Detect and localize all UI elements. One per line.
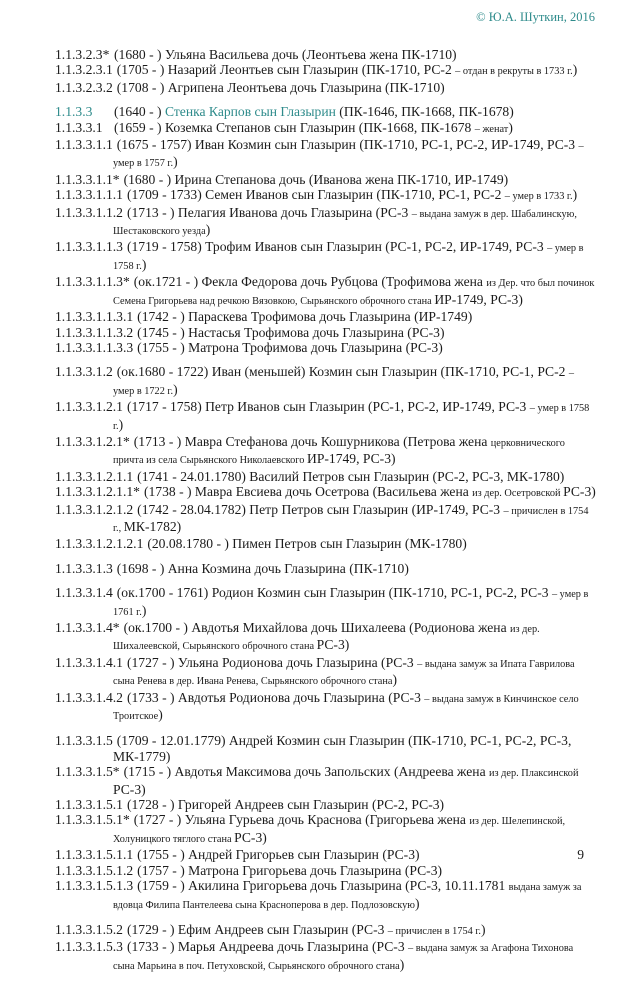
entry-number: 1.1.3.3.1.5.1* (55, 812, 130, 828)
entry-text: (1733 - ) Марья Андреева дочь Глазырина (РС-3 (126, 939, 409, 955)
entry-text: (20.08.1780 - ) Пимен Петров сын Глазырин (МК-1780) (147, 536, 467, 552)
entry-number: 1.1.3.3.1.2.1.1* (55, 484, 140, 500)
genealogy-entry (55, 561, 596, 576)
entry-text: (ок.1680 - 1722) Иван (меньшей) Козмин сын Глазырин (ПК-1710, РС-1, РС-2 (116, 364, 569, 380)
genealogy-entry (55, 469, 596, 484)
entry-number: 1.1.3.3.1.1.3* (55, 274, 130, 290)
entry-group (55, 561, 596, 576)
entry-note: – отдан в рекруты в 1733 г. (455, 66, 573, 78)
entry-number: 1.1.3.3.1.4* (55, 620, 120, 635)
genealogy-entry (55, 364, 596, 399)
entry-number: 1.1.3.3.1.4.2 (55, 689, 123, 705)
entry-text: (1745 - ) Настасья Трофимова дочь Глазырина (РС-3) (137, 324, 445, 340)
entry-text: ) (205, 222, 211, 238)
entry-number: 1.1.3.3.1.2.1.2.1 (55, 536, 144, 552)
entry-number: 1.1.3.3.1.4.1 (55, 654, 123, 670)
entry-text: (ПК-1646, ПК-1668, ПК-1678) (335, 104, 514, 120)
entry-text: (1680 - ) Ульяна Васильева дочь (Леонтьева жена ПК-1710) (114, 47, 457, 62)
entry-text: (1755 - ) Матрона Трофимова дочь Глазырина (РС-3) (137, 339, 443, 355)
entry-text: ) (414, 895, 420, 911)
entry-text: ) (173, 381, 178, 397)
entry-text: (1659 - ) Коземка Степанов сын Глазырин (ПК-1668, ПК-1678 (114, 119, 475, 135)
genealogy-entry (55, 205, 596, 240)
entry-text: РС-3) (113, 781, 146, 797)
entry-number: 1.1.3.3.1.5.1.3 (55, 878, 134, 894)
genealogy-entry (55, 172, 596, 187)
entry-text: (1708 - ) Агрипена Леонтьева дочь Глазырина (ПК-1710) (116, 79, 445, 95)
genealogy-entry (55, 340, 596, 355)
entry-note: – умер в 1761 г. (113, 589, 589, 618)
entry-text: ИР-1749, РС-3) (307, 451, 396, 467)
genealogy-entry (55, 690, 596, 725)
entry-note: – умер в 1758 г. (113, 403, 590, 432)
entry-number: 1.1.3.2.3.1 (55, 62, 113, 78)
genealogy-entry (55, 878, 596, 913)
genealogy-entry (55, 797, 596, 812)
genealogy-entry (55, 80, 596, 95)
entry-text: (1713 - ) Пелагия Иванова дочь Глазырина (РС-3 (126, 204, 412, 220)
entry-text: (1729 - ) Ефим Андреев сын Глазырин (РС-3 (126, 921, 388, 937)
entry-number: 1.1.3.3.1.5.3 (55, 939, 123, 955)
entry-text: РС-3) (316, 637, 350, 653)
entry-note: из дер. Шелепинской, Холуницкого тяглого стана (113, 816, 566, 845)
genealogy-entry (55, 922, 596, 939)
genealogy-list (55, 47, 596, 983)
genealogy-entry (55, 434, 596, 469)
genealogy-entry (55, 120, 596, 137)
entry-group (55, 922, 596, 974)
entry-number: 1.1.3.3.1.2.1 (55, 399, 123, 415)
entry-number: 1.1.3.3.1.1.2 (55, 204, 123, 220)
genealogy-entry (55, 47, 596, 62)
entry-note: – причислен в 1754 г. (387, 925, 481, 937)
genealogy-entry (55, 939, 596, 974)
entry-text: ) (399, 956, 405, 972)
entry-text: (1733 - ) Авдотья Родионова дочь Глазырина (РС-3 (126, 689, 425, 705)
entry-text: (1759 - ) Акилина Григорьева дочь Глазырина (РС-3, 10.11.1781 (137, 878, 509, 894)
entry-number: 1.1.3.3.1.1.3.2 (55, 324, 134, 340)
entry-text: (1713 - ) Мавра Стефанова дочь Кошурникова (Петрова жена (133, 433, 491, 449)
entry-text: (1742 - ) Параскева Трофимова дочь Глазырина (ИР-1749) (137, 309, 473, 325)
entry-text: ) (141, 602, 147, 618)
entry-note: – умер в 1733 г. (504, 191, 573, 203)
entry-note: церковнического причта из села Сырьянского Николаевского (113, 437, 565, 467)
entry-text: (ок.1700 - ) Авдотья Михайлова дочь Шихалеева (Родионова жена (123, 620, 511, 635)
entry-text: РС-3) (563, 484, 596, 500)
entry-number: 1.1.3.3.1.5.1 (55, 797, 123, 813)
genealogy-entry (55, 104, 596, 119)
entry-text: ) (572, 62, 578, 78)
entry-note: – умер в 1757 г. (113, 141, 584, 170)
entry-note: из дер. Плаксинской (489, 768, 579, 780)
genealogy-entry (55, 309, 596, 324)
genealogy-entry (55, 847, 596, 862)
entry-text: (1680 - ) Ирина Степанова дочь (Иванова жена ПК-1710, ИР-1749) (123, 171, 509, 187)
genealogy-entry (55, 187, 596, 204)
genealogy-entry (55, 502, 596, 537)
genealogy-entry (55, 274, 596, 309)
entry-number: 1.1.3.3.1.5.1.2 (55, 862, 134, 878)
entry-number: 1.1.3.3.1.2.1* (55, 433, 130, 449)
entry-note: из дер. Осетровской (472, 488, 564, 500)
entry-number: 1.1.3.2.3* (55, 47, 110, 62)
entry-note: – выдана замуж за Ипата Гаврилова сына Ренева в дер. Ивана Ренева, Сырьянского оброчного стана (113, 658, 575, 688)
entry-text: (1709 - 12.01.1779) Андрей Козмин сын Глазырин (ПК-1710, РС-1, РС-2, РС-3, МК-1779) (113, 733, 572, 764)
genealogy-entry (55, 812, 596, 847)
entry-number: 1.1.3.3.1.2.1.1 (55, 468, 134, 484)
entry-group (55, 47, 596, 95)
entry-text: (1705 - ) Назарий Леонтьев сын Глазырин (ПК-1710, РС-2 (116, 62, 456, 78)
genealogy-entry (55, 484, 596, 501)
entry-text: (1640 - ) (114, 104, 165, 120)
genealogy-entry (55, 764, 596, 797)
genealogy-entry (55, 733, 596, 764)
genealogy-entry (55, 399, 596, 434)
entry-text: (1715 - ) Авдотья Максимова дочь Запольских (Андреева жена (123, 764, 489, 780)
entry-group (55, 733, 596, 912)
entry-text: (1741 - 24.01.1780) Василий Петров сын Глазырин (РС-2, РС-3, МК-1780) (137, 468, 565, 484)
entry-text: (1709 - 1733) Семен Иванов сын Глазырин (ПК-1710, РС-1, РС-2 (126, 187, 505, 203)
entry-group (55, 585, 596, 724)
entry-text: ) (141, 256, 147, 272)
entry-note: – умер в 1758 г. (113, 243, 584, 272)
entry-number: 1.1.3.3.1.5.2 (55, 921, 123, 937)
entry-number: 1.1.3.3.1.1.3.1 (55, 309, 134, 325)
entry-text: ИР-1749, РС-3) (434, 291, 523, 307)
entry-number: 1.1.3.3.1.2 (55, 364, 113, 380)
entry-text: ) (480, 921, 486, 937)
entry-text: (1727 - ) Ульяна Родионова дочь Глазырина (РС-3 (126, 654, 418, 670)
page-number: 9 (577, 847, 584, 862)
entry-note: – выдана замуж в дер. Шабалинскую, Шестаковского уезда (113, 208, 577, 238)
genealogy-entry (55, 325, 596, 340)
genealogy-entry (55, 239, 596, 274)
entry-number: 1.1.3.3.1.5 (55, 733, 113, 749)
entry-name-highlight: Стенка Карпов сын Глазырин (164, 104, 336, 120)
entry-number: 1.1.3.3.1.1.1 (55, 187, 123, 203)
entry-number: 1.1.3.3.1 (55, 119, 103, 135)
entry-group (55, 104, 596, 355)
entry-number: 1.1.3.2.3.2 (55, 79, 113, 95)
entry-text: (1698 - ) Анна Козмина дочь Глазырина (ПК-1710) (116, 560, 409, 576)
genealogy-entry (55, 62, 596, 79)
entry-note: выдана замуж за вдовца Филипа Пантелеева сына Красноперова в дер. Подлозовскую (113, 882, 582, 911)
entry-number: 1.1.3.3.1.3 (55, 560, 113, 576)
entry-number: 1.1.3.3 (55, 104, 93, 120)
entry-note: из дер. Шихалеевской, Сырьянского оброчного стана (113, 624, 540, 653)
entry-number: 1.1.3.3.1.5.1.1 (55, 847, 134, 863)
genealogy-entry (55, 585, 596, 620)
entry-text: ) (572, 187, 578, 203)
entry-text: (ок.1721 - ) Фекла Федорова дочь Рубцова (Трофимова жена (133, 274, 487, 290)
entry-number: 1.1.3.3.1.1.3.3 (55, 339, 134, 355)
entry-text: (1742 - 28.04.1782) Петр Петров сын Глазырин (ИР-1749, РС-3 (137, 501, 504, 517)
genealogy-entry (55, 863, 596, 878)
entry-note: – причислен в 1754 г., (113, 505, 589, 534)
entry-number: 1.1.3.3.1.4 (55, 585, 113, 601)
genealogy-entry (55, 536, 596, 551)
entry-text: (ок.1700 - 1761) Родион Козмин сын Глазырин (ПК-1710, РС-1, РС-2, РС-3 (116, 585, 552, 601)
genealogy-entry (55, 137, 596, 172)
entry-text: ) (508, 119, 513, 135)
entry-text: (1717 - 1758) Петр Иванов сын Глазырин (РС-1, РС-2, ИР-1749, РС-3 (126, 399, 530, 415)
genealogy-entry (55, 620, 596, 655)
entry-text: МК-1782) (123, 518, 182, 534)
entry-number: 1.1.3.3.1.2.1.2 (55, 501, 134, 517)
copyright-notice: © Ю.А. Шуткин, 2016 (476, 10, 595, 24)
entry-text: (1719 - 1758) Трофим Иванов сын Глазырин (РС-1, РС-2, ИР-1749, РС-3 (126, 239, 548, 255)
entry-note: – умер в 1722 г. (113, 368, 574, 397)
entry-text: РС-3) (234, 829, 267, 845)
entry-note: – выдана замуж в Кинчинское село Троитское (113, 693, 579, 723)
entry-text: (1738 - ) Мавра Евсиева дочь Осетрова (Васильева жена (143, 484, 473, 500)
entry-text: (1755 - ) Андрей Григорьев сын Глазырин (РС-3) (137, 847, 420, 863)
entry-text: ) (118, 416, 124, 432)
entry-text: (1728 - ) Григорей Андреев сын Глазырин (РС-2, РС-3) (126, 797, 445, 813)
entry-text: ) (173, 154, 178, 170)
entry-number: 1.1.3.3.1.1 (55, 137, 113, 153)
genealogy-entry (55, 655, 596, 690)
entry-number: 1.1.3.3.1.1* (55, 171, 120, 187)
entry-number: 1.1.3.3.1.5* (55, 764, 120, 780)
entry-text: ) (392, 672, 397, 688)
entry-group (55, 364, 596, 551)
entry-text: (1757 - ) Матрона Григорьева дочь Глазырина (РС-3) (137, 862, 443, 878)
entry-text: (1727 - ) Ульяна Гурьева дочь Краснова (Григорьева жена (133, 812, 470, 828)
entry-text: (1675 - 1757) Иван Козмин сын Глазырин (ПК-1710, РС-1, РС-2, ИР-1749, РС-3 (116, 137, 579, 153)
entry-text: ) (158, 707, 163, 723)
entry-note: – выдана замуж за Агафона Тихонова сына Марьина в поч. Петуховской, Сырьянского оброчного стана (113, 943, 574, 972)
entry-note: из Дер. что был починок Семена Григорьева над речкою Вязовкою, Сырьянского оброчного стана (113, 278, 595, 307)
entry-note: – женат (474, 123, 509, 135)
entry-number: 1.1.3.3.1.1.3 (55, 239, 123, 255)
